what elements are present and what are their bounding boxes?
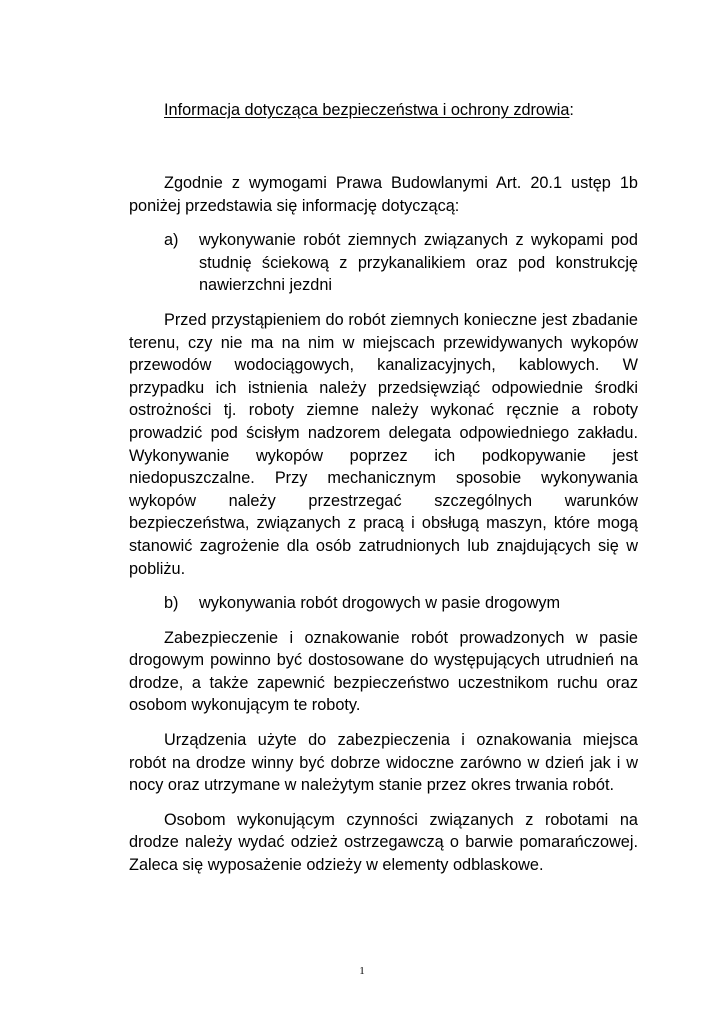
document-body [129, 172, 638, 877]
list-item-a [129, 229, 638, 297]
list-item-b [129, 592, 638, 615]
list-marker-a: a) [164, 231, 179, 250]
list-marker-b: b) [164, 594, 179, 613]
document-title [164, 98, 574, 122]
list-item-a-text: wykonywanie robót ziemnych związanych z wykopami pod studnię ściekową z przykanalikiem oraz pod konstrukcję nawierzchni jezdni [199, 231, 638, 295]
list-item-b-text: wykonywania robót drogowych w pasie drogowym [199, 594, 561, 613]
document-title-colon: : [569, 101, 574, 119]
intro-paragraph: Zgodnie z wymogami Prawa Budowlanymi Art. 20.1 ustęp 1b poniżej przedstawia się informację dotyczącą: [129, 174, 638, 215]
paragraph-road-marking: Zabezpieczenie i oznakowanie robót prowadzonych w pasie drogowym powinno być dostosowane do występujących utrudnień na drodze, a także zapewnić bezpieczeństwo uczestnikom ruchu oraz osobom wykonującym te roboty. [129, 628, 638, 715]
page-number: 1 [359, 965, 365, 977]
paragraph-clothing: Osobom wykonującym czynności związanych z robotami na drodze należy wydać odzież ostrzegawczą o barwie pomarańczowej. Zaleca się wyposażenie odzieży w elementy odblaskowe. [129, 810, 638, 875]
paragraph-devices: Urządzenia użyte do zabezpieczenia i oznakowania miejsca robót na drodze winny być dobrze widoczne zarówno w dzień jak i w nocy oraz utrzymane w należytym stanie przez okres trwania robót. [129, 731, 638, 795]
paragraph-earthworks: Przed przystąpieniem do robót ziemnych konieczne jest zbadanie terenu, czy nie ma na nim w miejscach przewidywanych wykopów przewodów wodociągowych, kanalizacyjnych, kablowych. W przypadku ich istnienia należy przedsięwziąć odpowiednie środki ostrożności tj. roboty ziemne należy wykonać ręcznie a roboty prowadzić pod ścisłym nadzorem delegata odpowiedniego zakładu. Wykonywanie wykopów poprzez ich podkopywanie jest niedopuszczalne. Przy mechanicznym sposobie wykonywania wykopów należy przestrzegać szczególnych warunków bezpieczeństwa, związanych z pracą i obsługą maszyn, które mogą stanowić zagrożenie dla osób zatrudnionych lub znajdujących się w pobliżu. [129, 310, 638, 578]
document-title-text: Informacja dotycząca bezpieczeństwa i ochrony zdrowia [164, 101, 570, 119]
